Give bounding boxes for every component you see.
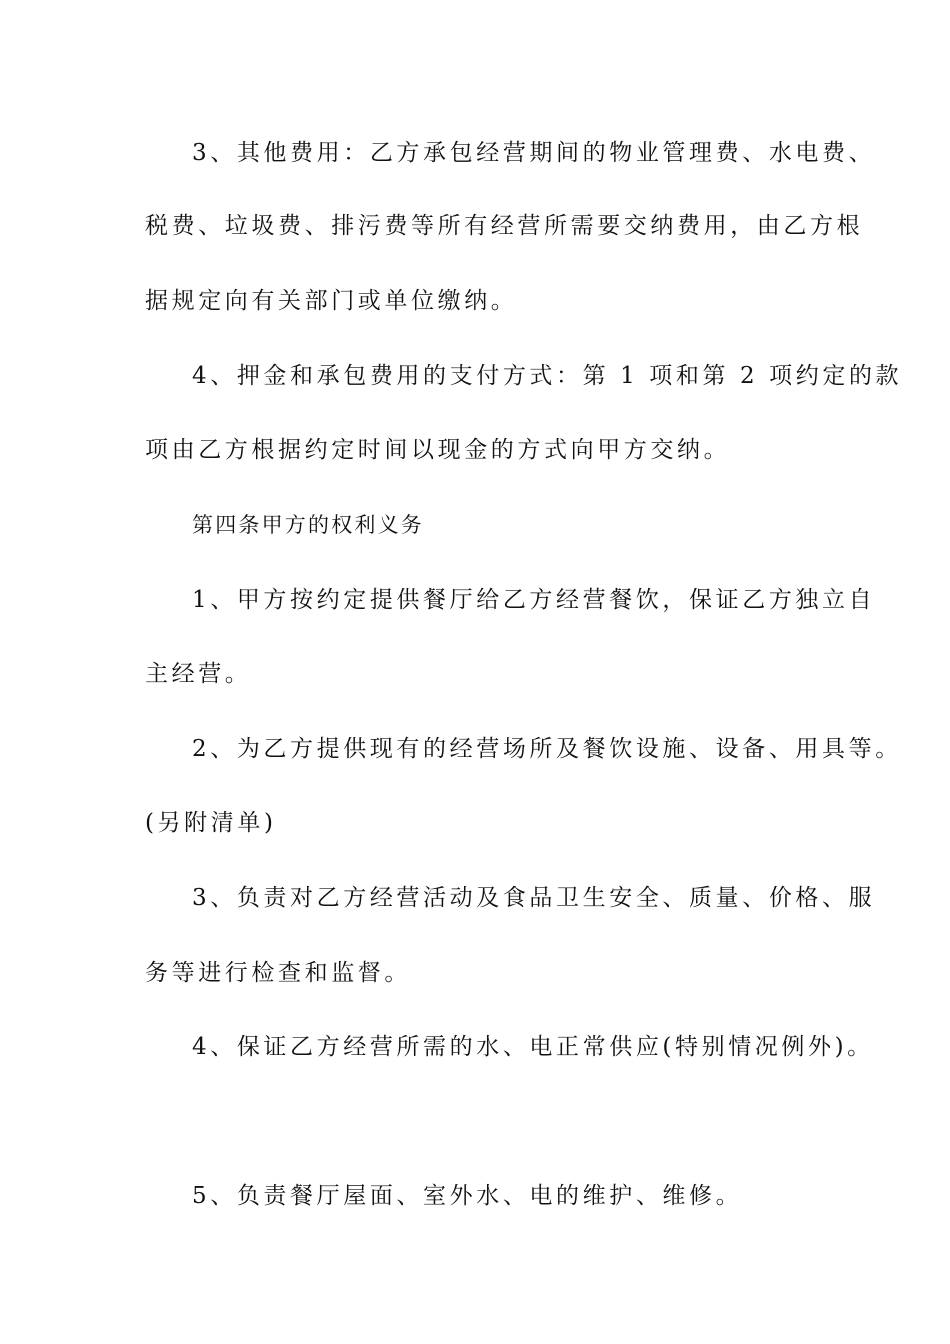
item-4-line-1: 4、保证乙方经营所需的水、电正常供应(特别情况例外)。 (192, 1034, 874, 1060)
paragraph-4-line-1: 4、押金和承包费用的支付方式：第 1 项和第 2 项约定的款 (192, 363, 903, 389)
paragraph-3-line-1: 3、其他费用：乙方承包经营期间的物业管理费、水电费、 (192, 140, 876, 166)
item-3-line-2: 务等进行检查和监督。 (145, 960, 411, 986)
item-1-line-2: 主经营。 (145, 661, 252, 687)
paragraph-3-line-2: 税费、垃圾费、排污费等所有经营所需要交纳费用，由乙方根 (145, 213, 864, 239)
paragraph-3-line-3: 据规定向有关部门或单位缴纳。 (145, 288, 518, 314)
item-2-line-1: 2、为乙方提供现有的经营场所及餐饮设施、设备、用具等。 (192, 736, 902, 762)
item-1-line-1: 1、甲方按约定提供餐厅给乙方经营餐饮，保证乙方独立自 (192, 587, 876, 613)
section-heading: 第四条甲方的权利义务 (192, 513, 424, 537)
item-2-line-2: (另附清单) (145, 810, 277, 836)
item-3-line-1: 3、负责对乙方经营活动及食品卫生安全、质量、价格、服 (192, 885, 876, 911)
paragraph-4-line-2: 项由乙方根据约定时间以现金的方式向甲方交纳。 (145, 437, 731, 463)
item-5-line-1: 5、负责餐厅屋面、室外水、电的维护、维修。 (192, 1183, 743, 1209)
